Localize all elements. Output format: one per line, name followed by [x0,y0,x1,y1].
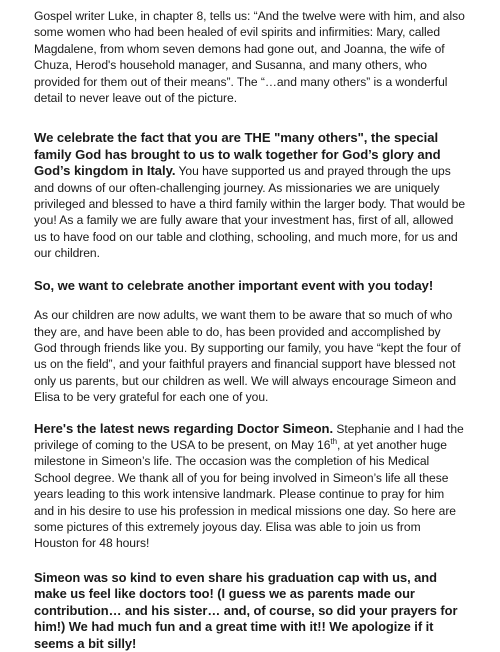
paragraph-celebrate-event [34,278,466,294]
graduation-cap-text: Simeon was so kind to even share his graduation cap with us, and make us feel like doctors too! (I guess we as parents made our contribution… and his sister… and, of course, so did your prayers for him!) We had much fun and a great time with it!! We apologize if it seems a bit silly! [34,569,458,651]
doctor-simeon-lead: Here's the latest news regarding Doctor Simeon. [34,420,334,436]
celebrate-event-text: So, we want to celebrate another important event with you today! [34,277,434,293]
date-ordinal-suffix: th [330,436,337,446]
many-others-body: You have supported us and prayed through the ups and downs of our often-challenging journey. As missionaries we are uniquely privileged and blessed to have a third family within the larger body. That would be you! As a family we are fully aware that your investment has, first of all, allowed us to have food on our table and clothing, schooling, and much more, for us and our children. [34,164,466,261]
paragraph-many-others [34,130,466,261]
paragraph-graduation-cap [34,570,466,652]
gospel-quote-text: Gospel writer Luke, in chapter 8, tells us: “And the twelve were with him, and also some women who had been healed of evil spirits and infirmities: Mary, called Magdalene, from whom seven demons had gone out, and Joanna, the wife of Chuza, Herod's household manager, and Susanna, and many others, who provided for them out of their means”. The “…and many others” is a wonderful detail to never leave out of the picture. [34,9,465,106]
paragraph-children [34,307,466,405]
children-text: As our children are now adults, we want them to be aware that so much of who they are, and have been able to do, has been provided and accomplished by God through friends like you. By supporting our family, you have “kept the four of us on the field”, and your faithful prayers and financial support have blessed not only us parents, but our children as well. We will always encourage Simeon and Elisa to be very grateful for each one of you. [34,308,461,405]
doctor-simeon-body-2: , at yet another huge milestone in Simeon’s life. The occasion was the completion of his Medical School degree. We thank all of you for being involved in Simeon’s life all these years leading to this work intensive landmark. Please continue to pray for him and in his desire to use his profession in medical missions one day. So here are some pictures of this extremely joyous day. Elisa was able to join us from Houston for 48 hours! [34,437,456,551]
paragraph-doctor-simeon [34,421,466,552]
many-others-lead: We celebrate the fact that you are THE "many others", the special family God has brought to us to walk together for God’s glory and God’s kingdom in Italy. [34,130,441,179]
doctor-simeon-body-1: Stephanie and I had the privilege of coming to the USA to be present, on May 16 [34,421,464,452]
paragraph-gospel-quote [34,8,466,106]
